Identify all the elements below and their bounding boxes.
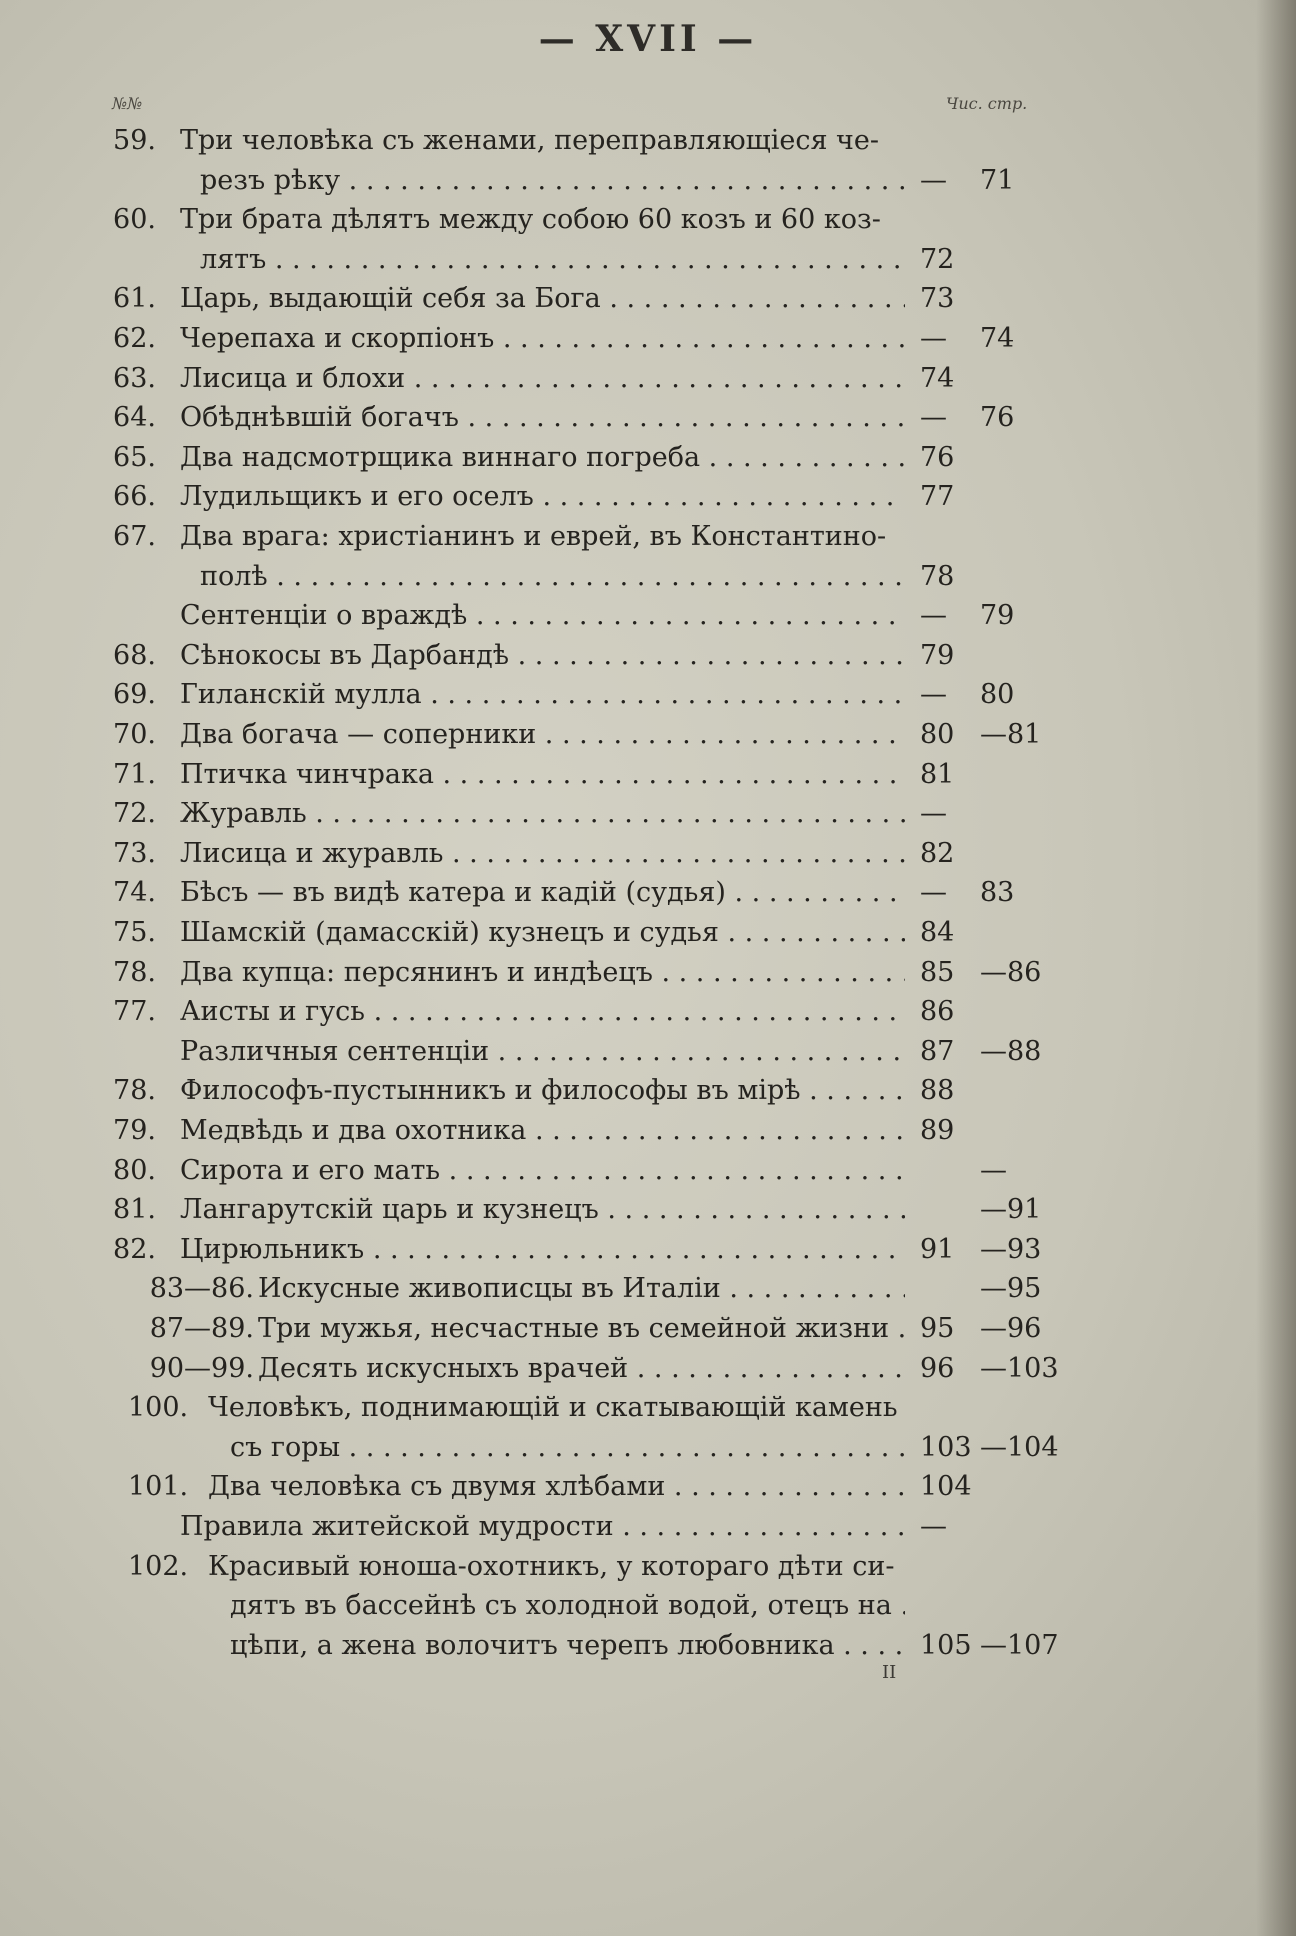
toc-entry-line [0,162,1296,200]
toc-entry-line [0,1310,1296,1348]
entry-title: Обѣднѣвшій богачъ . . . [180,399,905,437]
page-start: 96 [920,1352,955,1384]
page-end: 74 [980,323,1015,354]
entry-title: полѣ . . . [200,558,905,596]
toc-entry-line [0,439,1296,477]
entry-number: 90—99. [149,1352,254,1384]
toc-entry-line [0,716,1296,754]
page-end: — [980,1154,1007,1186]
toc-entry-line [0,1350,1296,1388]
page-start: 72 [920,243,955,275]
page-start: 91 [920,1233,955,1265]
toc-entry-line [0,756,1296,794]
toc-entry-line [0,1072,1296,1110]
entry-number: 73. [113,837,156,869]
page-start: 89 [920,1115,955,1146]
number-column-header: №№ [112,94,143,113]
toc-entry-line [0,874,1296,912]
page-start: 82 [920,837,955,869]
entry-number: 81. [113,1194,156,1226]
toc-entry-line [0,1231,1296,1269]
toc-entry-line [0,280,1296,318]
page-start: 85 [920,956,955,988]
toc-entry-line [0,201,1296,239]
entry-title: Десять искусныхъ врачей . . . [258,1350,905,1388]
page-end: 71 [980,164,1015,196]
toc-entry-line [0,122,1296,160]
entry-title: Сирота и его мать . . . [180,1152,905,1190]
toc-entry-line [0,1112,1296,1150]
entry-title: лятъ . . . [200,241,905,279]
entry-title: Три брата дѣлятъ между собою 60 козъ и 60 коз- [180,204,881,236]
toc-entry-line [0,597,1296,635]
entry-title: Два надсмотрщика виннаго погреба . . . [180,439,905,477]
page-start: 80 [920,719,955,750]
entry-number: 101. [128,1471,189,1503]
entry-number: 62. [113,323,156,354]
entry-title: Птичка чинчрака . . . [180,756,905,794]
toc-entry-line [0,835,1296,873]
toc-entry-line [0,241,1296,279]
entry-title: Цирюльникъ . . . [180,1231,905,1269]
page-end: —81 [980,719,1042,750]
page-end: 80 [980,679,1015,711]
entry-number: 83—86. [149,1273,254,1305]
page-end: —88 [980,1035,1042,1067]
page-end: —107 [980,1629,1059,1661]
entry-number: 70. [113,719,156,750]
entry-number: 79. [113,1115,156,1146]
toc-entry-line [0,478,1296,516]
toc-entry-line [0,954,1296,992]
entry-title: Лангарутскій царь и кузнецъ . . . [180,1191,905,1229]
entry-title: Человѣкъ, поднимающій и скатывающій камень . . . [208,1389,905,1427]
toc-entry-line [0,1627,1296,1665]
page-start: 78 [920,560,955,592]
page-end: —91 [980,1194,1042,1226]
entry-number: 80. [113,1154,156,1186]
page-start: 88 [920,1075,955,1107]
entry-title: Бѣсъ — въ видѣ катера и кадій (судья) . . . [180,874,905,912]
entry-number: 78. [113,956,156,988]
entry-title: Три мужья, несчастные въ семейной жизни . . . [258,1310,905,1348]
page-column-header: Чис. стр. [946,94,1028,113]
page-start: — [920,1511,947,1542]
page-end: —93 [980,1233,1042,1265]
page-start: — [920,323,947,354]
page-start: 105 [920,1629,972,1661]
entry-title: Журавль . . . [180,795,905,833]
entry-title: Лисица и блохи . . . [180,360,905,398]
entry-title: цѣпи, а жена волочитъ черепъ любовника . . . [230,1627,905,1665]
entry-number: 65. [113,441,156,473]
entry-title: Лудильщикъ и его оселъ . . . [180,478,905,516]
page-start: 74 [920,362,955,394]
toc-entry-line [0,1152,1296,1190]
page-end: 76 [980,402,1015,434]
page-start: 87 [920,1035,955,1067]
toc-entry-line [0,558,1296,596]
toc-entry-line [0,1191,1296,1229]
entry-number: 63. [113,362,156,394]
entry-title: Лисица и журавль . . . [180,835,905,873]
page-start: — [920,679,947,711]
entry-title: дятъ въ бассейнѣ съ холодной водой, отецъ на . . . [230,1587,905,1625]
entry-number: 87—89. [149,1313,254,1344]
toc-entry-line [0,518,1296,556]
entry-title: Царь, выдающій себя за Бога . . . [180,280,905,318]
entry-title: Два купца: персянинъ и индѣецъ . . . [180,954,905,992]
page-start: 84 [920,917,955,948]
page-start: — [920,164,947,196]
entry-number: 71. [113,758,156,790]
page-end: 79 [980,600,1015,632]
toc-entry-line [0,637,1296,675]
page-start: 77 [920,481,955,513]
entry-title: Сѣнокосы въ Дарбандѣ . . . [180,637,905,675]
entry-title: Красивый юноша-охотникъ, у котораго дѣти си- [208,1550,895,1582]
entry-number: 59. [113,125,156,156]
page-start: — [920,798,947,830]
entry-number: 102. [128,1550,189,1582]
entry-number: 68. [113,639,156,671]
toc-entry-line [0,795,1296,833]
entry-title: Правила житейской мудрости . . . [180,1508,905,1546]
signature-mark: II [882,1662,897,1683]
entry-title: съ горы . . . [230,1429,905,1467]
toc-entry-line [0,914,1296,952]
page-start: 76 [920,441,955,473]
toc-entry-line [0,1548,1296,1586]
entry-number: 67. [113,521,156,552]
toc-entry-line [0,360,1296,398]
entry-number: 77. [113,996,156,1028]
page-start: — [920,600,947,632]
toc-entry-line [0,1033,1296,1071]
toc-entry-line [0,399,1296,437]
entry-title: Два врага: христіанинъ и еврей, въ Константино- [180,521,887,552]
entry-number: 64. [113,402,156,434]
page-end: —103 [980,1352,1059,1384]
page-start: 73 [920,283,955,315]
entry-title: резъ рѣку . . . [200,162,905,200]
page-start: 95 [920,1313,955,1344]
toc-entry-line [0,1429,1296,1467]
entry-title: Шамскій (дамасскій) кузнецъ и судья . . . [180,914,905,952]
toc-entry-line [0,1468,1296,1506]
entry-number: 74. [113,877,156,909]
toc-entry-line [0,1587,1296,1625]
toc-entry-line [0,1270,1296,1308]
page-start: 103 [920,1431,972,1463]
page-end: —96 [980,1313,1042,1344]
entry-number: 60. [113,204,156,236]
entry-title: Гиланскій мулла . . . [180,676,905,714]
entry-title: Аисты и гусь . . . [180,993,905,1031]
page-end: 83 [980,877,1015,909]
entry-title: Два человѣка съ двумя хлѣбами . . . [208,1468,905,1506]
entry-number: 100. [128,1392,189,1424]
page-end: —95 [980,1273,1042,1305]
entry-number: 69. [113,679,156,711]
entry-title: Философъ-пустынникъ и философы въ мірѣ . . . [180,1072,905,1110]
page-start: — [920,402,947,434]
page-end: —104 [980,1431,1059,1463]
entry-title: Искусные живописцы въ Италіи . . . [258,1270,905,1308]
page-start: 104 [920,1471,972,1503]
toc-entry-line [0,676,1296,714]
page-end: —86 [980,956,1042,988]
entry-title: Два богача — соперники . . . [180,716,905,754]
entry-number: 72. [113,798,156,830]
entry-number: 78. [113,1075,156,1107]
entry-number: 66. [113,481,156,513]
entry-number: 75. [113,917,156,948]
page-start: 86 [920,996,955,1028]
page-start: 79 [920,639,955,671]
page-start: — [920,877,947,909]
entry-title: Три человѣка съ женами, переправляющіеся че- [180,125,880,156]
toc-entry-line [0,1508,1296,1546]
toc-entry-line [0,993,1296,1031]
entry-title: Сентенціи о враждѣ . . . [180,597,905,635]
running-head: — XVII — [538,18,758,60]
page-start: 81 [920,758,955,790]
entry-number: 61. [113,283,156,315]
toc-entry-line [0,320,1296,358]
entry-number: 82. [113,1233,156,1265]
entry-title: Медвѣдь и два охотника . . . [180,1112,905,1150]
entry-title: Черепаха и скорпіонъ . . . [180,320,905,358]
entry-title: Различныя сентенціи . . . [180,1033,905,1071]
toc-entry-line [0,1389,1296,1427]
